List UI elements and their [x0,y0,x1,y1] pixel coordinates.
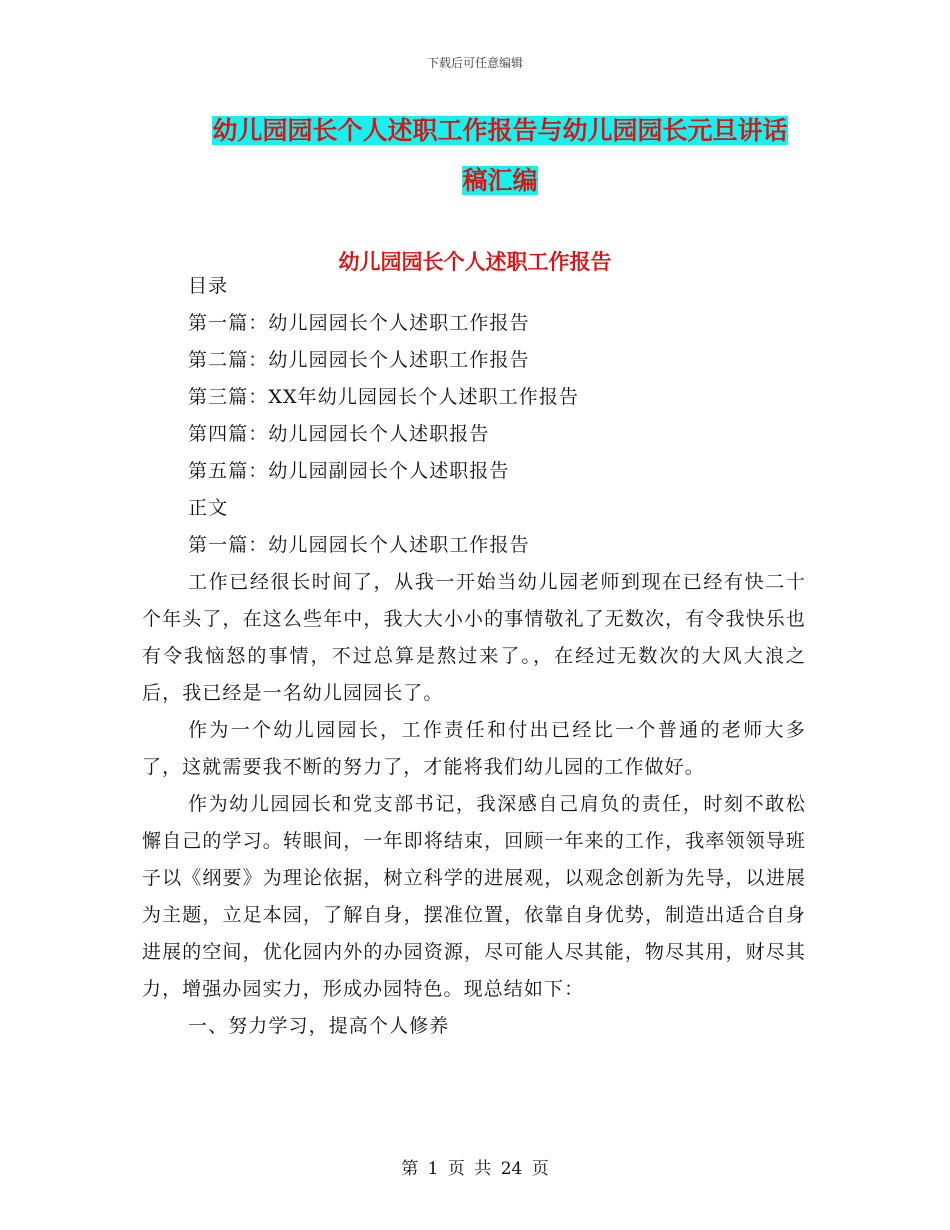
toc-item: 第三篇：XX年幼儿园园长个人述职工作报告 [188,386,580,408]
toc-item: 第一篇：幼儿园园长个人述职工作报告 [188,312,530,334]
subsection-heading: 一、努力学习，提高个人修养 [188,1015,450,1037]
document-title-line-2: 稿汇编 [462,166,538,195]
toc-item: 第五篇：幼儿园副园长个人述职报告 [188,460,510,482]
body-paragraph: 作为幼儿园园长和党支部书记，我深感自己肩负的责任，时刻不敢松懈自己的学习。转眼间，一年即将结束，回顾一年来的工作，我率领领导班子以《纲要》为理论依据，树立科学的进展观，以观念创新为先导，以进展为主题，立足本园，了解自身，摆准位置，依靠自身优势，制造出适合自身进展的空间，优化园内外的办园资源，尽可能人尽其能，物尽其用，财尽其力，增强办园实力，形成办园特色。现总结如下： [142,793,806,1000]
toc-item: 第四篇：幼儿园园长个人述职报告 [188,423,490,445]
body-paragraph: 作为一个幼儿园园长，工作责任和付出已经比一个普通的老师大多了，这就需要我不断的努力了，才能将我们幼儿园的工作做好。 [142,719,806,778]
page-number-footer: 第 1 页 共 24 页 [401,1159,549,1179]
toc-heading: 目录 [188,275,229,297]
document-title-line-1: 幼儿园园长个人述职工作报告与幼儿园园长元旦讲话 [212,116,788,145]
page-header-note: 下载后可任意编辑 [426,56,523,70]
body-paragraph: 工作已经很长时间了，从我一开始当幼儿园老师到现在已经有快二十个年头了，在这么些年中，我大大小小的事情敬礼了无数次，有令我快乐也有令我恼怒的事情，不过总算是熬过来了。，在经过无数次的大风大浪之后，我已经是一名幼儿园园长了。 [142,571,806,704]
section-title: 幼儿园园长个人述职工作报告 [338,250,612,274]
document-title [130,106,870,206]
toc-item: 第二篇：幼儿园园长个人述职工作报告 [188,349,530,371]
chapter-heading: 第一篇：幼儿园园长个人述职工作报告 [188,534,530,556]
document-body [142,268,806,1045]
body-heading: 正文 [188,497,229,519]
